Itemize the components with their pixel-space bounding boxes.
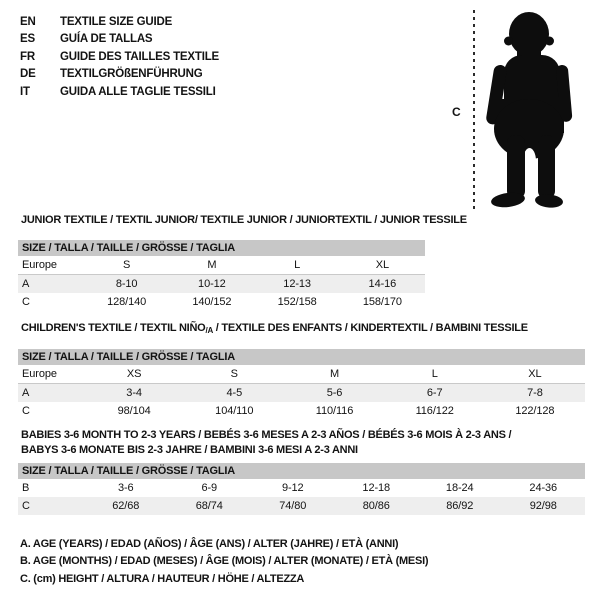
table-cell: XL bbox=[375, 259, 389, 271]
table-row bbox=[18, 256, 425, 275]
table-cell: 9-12 bbox=[281, 482, 304, 494]
language-code: ES bbox=[20, 33, 35, 46]
table-cell: 98/104 bbox=[117, 405, 151, 417]
table-cell: 18-24 bbox=[445, 482, 474, 494]
row-label: Europe bbox=[22, 259, 57, 271]
table-cell: 116/122 bbox=[415, 405, 454, 417]
table-cell: 92/98 bbox=[529, 500, 557, 512]
table-cell: 86/92 bbox=[446, 500, 474, 512]
table-cell: 12-13 bbox=[283, 278, 311, 290]
language-title: TEXTILE SIZE GUIDE bbox=[60, 15, 173, 28]
table-cell: 128/140 bbox=[107, 296, 147, 308]
size-table bbox=[18, 349, 585, 420]
size-table bbox=[18, 240, 425, 311]
table-cell: L bbox=[294, 259, 301, 271]
table-row bbox=[18, 293, 425, 311]
table-cell: M bbox=[207, 259, 217, 271]
table-body bbox=[18, 256, 425, 311]
row-label: B bbox=[22, 482, 30, 494]
table-title-line: BABYS 3-6 MONATE BIS 2-3 JAHRE / BAMBINI 3-6 MESI A 2-3 ANNI bbox=[21, 444, 358, 456]
table-row bbox=[18, 497, 585, 515]
language-title: GUIDE DES TAILLES TEXTILE bbox=[60, 50, 219, 63]
language-code: EN bbox=[20, 15, 36, 28]
measure-legend bbox=[20, 535, 428, 588]
table-cell: 152/158 bbox=[277, 296, 317, 308]
table-title-line: JUNIOR TEXTILE / TEXTIL JUNIOR/ TEXTILE JUNIOR / JUNIORTEXTIL / JUNIOR TESSILE bbox=[21, 214, 467, 226]
table-cell: 68/74 bbox=[195, 500, 223, 512]
table-cell: XS bbox=[126, 368, 142, 380]
table-title bbox=[21, 428, 585, 458]
table-row bbox=[18, 365, 585, 384]
language-title: TEXTILGRÖßENFÜHRUNG bbox=[60, 68, 203, 81]
row-label: A bbox=[22, 387, 30, 399]
size-header-bar: SIZE / TALLA / TAILLE / GRÖSSE / TAGLIA bbox=[18, 349, 585, 365]
table-cell: 80/86 bbox=[362, 500, 390, 512]
legend-line-a: A. AGE (YEARS) / EDAD (AÑOS) / ÂGE (ANS) / ALTER (JAHRE) / ETÀ (ANNI) bbox=[20, 537, 399, 550]
height-measure-label: C bbox=[452, 105, 461, 119]
language-code: IT bbox=[20, 85, 30, 98]
baby-silhouette-icon bbox=[483, 7, 593, 212]
table-cell: 8-10 bbox=[115, 278, 138, 290]
table-cell: 110/116 bbox=[315, 405, 354, 417]
table-cell: 104/110 bbox=[215, 405, 254, 417]
legend-line-c: C. (cm) HEIGHT / ALTURA / HAUTEUR / HÖHE / ALTEZZA bbox=[20, 572, 305, 585]
table-row bbox=[18, 402, 585, 420]
table-cell: 5-6 bbox=[326, 387, 343, 399]
size-header-bar: SIZE / TALLA / TAILLE / GRÖSSE / TAGLIA bbox=[18, 463, 585, 479]
language-code: FR bbox=[20, 50, 35, 63]
table-title-line: CHILDREN'S TEXTILE / TEXTIL $NIÑO_{/A}$ / TEXTILE DES ENFANTS / KINDERTEXTIL / BAMBINI TESSILE bbox=[21, 322, 528, 335]
row-label: C bbox=[22, 405, 30, 417]
language-row bbox=[20, 48, 219, 66]
children-textile-section bbox=[18, 321, 585, 420]
table-row bbox=[18, 384, 585, 402]
table-cell: 12-18 bbox=[362, 482, 391, 494]
row-label: C bbox=[22, 500, 30, 512]
table-cell: 74/80 bbox=[279, 500, 307, 512]
babies-textile-section bbox=[18, 428, 585, 515]
language-title-list bbox=[20, 13, 219, 101]
height-measure-dotted-line bbox=[473, 10, 475, 210]
table-cell: 3-6 bbox=[117, 482, 134, 494]
row-label: Europe bbox=[22, 368, 57, 380]
language-row bbox=[20, 83, 219, 101]
size-header-bar: SIZE / TALLA / TAILLE / GRÖSSE / TAGLIA bbox=[18, 240, 425, 256]
table-cell: L bbox=[431, 368, 438, 380]
table-title-line: BABIES 3-6 MONTH TO 2-3 YEARS / BEBÉS 3-6 MESES A 2-3 AÑOS / BÉBÉS 3-6 MOIS À 2-3 ANS / bbox=[21, 429, 512, 441]
table-cell: 6-7 bbox=[426, 387, 443, 399]
table-body bbox=[18, 479, 585, 515]
size-table bbox=[18, 463, 585, 515]
table-cell: 7-8 bbox=[527, 387, 543, 399]
language-row bbox=[20, 13, 219, 31]
table-cell: M bbox=[329, 368, 340, 380]
table-cell: 62/68 bbox=[112, 500, 140, 512]
language-title: GUIDA ALLE TAGLIE TESSILI bbox=[60, 85, 216, 98]
junior-textile-section bbox=[18, 213, 467, 311]
table-cell: 3-4 bbox=[126, 387, 142, 399]
table-cell: S bbox=[123, 259, 131, 271]
table-row bbox=[18, 479, 585, 497]
table-cell: 122/128 bbox=[515, 405, 555, 417]
language-title: GUÍA DE TALLAS bbox=[60, 33, 153, 46]
row-label: C bbox=[22, 296, 30, 308]
table-body bbox=[18, 365, 585, 420]
language-row bbox=[20, 31, 219, 49]
language-row bbox=[20, 66, 219, 84]
table-title bbox=[21, 321, 585, 338]
table-cell: 24-36 bbox=[529, 482, 558, 494]
table-cell: XL bbox=[528, 368, 542, 380]
table-cell: 158/170 bbox=[362, 296, 402, 308]
table-cell: 6-9 bbox=[201, 482, 218, 494]
table-cell: 4-5 bbox=[226, 387, 243, 399]
language-code: DE bbox=[20, 68, 36, 81]
legend-line-b: B. AGE (MONTHS) / EDAD (MESES) / ÂGE (MOIS) / ALTER (MONATE) / ETÀ (MESI) bbox=[20, 555, 429, 568]
table-cell: 14-16 bbox=[368, 278, 397, 290]
table-cell: 10-12 bbox=[198, 278, 226, 290]
table-cell: 140/152 bbox=[192, 296, 232, 308]
row-label: A bbox=[22, 278, 30, 290]
table-title bbox=[21, 213, 467, 228]
table-row bbox=[18, 275, 425, 293]
table-cell: S bbox=[230, 368, 238, 380]
